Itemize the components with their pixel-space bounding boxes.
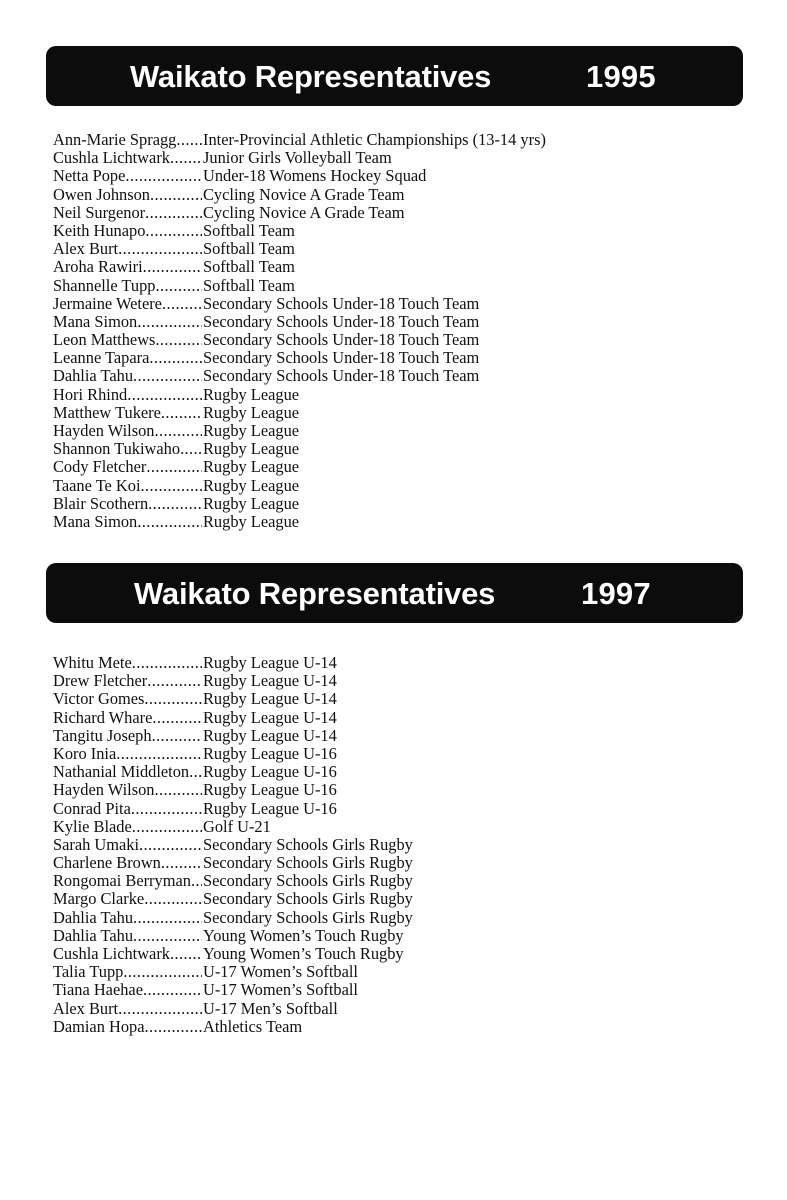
list-item — [53, 295, 753, 313]
representative-name: Shannon Tukiwaho ..... — [53, 440, 202, 458]
team-name: Rugby League — [203, 457, 300, 477]
team-name: Rugby League — [203, 421, 300, 440]
team-name: Rugby League U-14 — [203, 653, 337, 672]
list-item — [53, 963, 753, 981]
team-name: Secondary Schools Under-18 Touch Team — [203, 366, 480, 386]
team-name: Inter-Provincial Athletic Championships (13-14 yrs) — [203, 130, 546, 149]
representative-name: Whitu Mete ..... — [53, 654, 202, 672]
representative-name: Keith Hunapo ..... — [53, 222, 202, 240]
list-item — [53, 927, 753, 945]
representative-name: Matthew Tukere ..... — [53, 404, 202, 422]
team-name: Rugby League U-14 — [203, 689, 337, 709]
team-name: Rugby League U-14 — [203, 671, 337, 691]
list-item — [53, 1000, 753, 1018]
representative-name: Drew Fletcher ..... — [53, 672, 202, 690]
representative-name: Rongomai Berryman ..... — [53, 872, 202, 890]
section-banner-1995 — [46, 46, 743, 106]
representative-name: Dahlia Tahu ..... — [53, 927, 202, 945]
section-year: 1995 — [586, 59, 656, 94]
list-item — [53, 727, 753, 745]
team-name: Softball Team — [203, 257, 295, 277]
representative-name: Leon Matthews ..... — [53, 331, 202, 349]
team-name: Under-18 Womens Hockey Squad — [203, 166, 427, 186]
list-item — [53, 277, 753, 295]
team-name: U-17 Men’s Softball — [203, 998, 338, 1018]
team-name: Secondary Schools Girls Rugby — [203, 853, 413, 873]
representative-name: Cushla Lichtwark ..... — [53, 945, 202, 963]
list-item — [53, 672, 753, 690]
list-item — [53, 404, 753, 422]
list-item — [53, 836, 753, 854]
list-item — [53, 240, 753, 258]
representative-name: Damian Hopa ..... — [53, 1018, 202, 1036]
team-name: Rugby League — [203, 493, 300, 513]
team-name: Softball Team — [203, 275, 295, 295]
list-item — [53, 367, 753, 385]
list-item — [53, 781, 753, 799]
team-name: Young Women’s Touch Rugby — [203, 925, 404, 945]
representative-name: Victor Gomes ..... — [53, 690, 202, 708]
representative-name: Margo Clarke ..... — [53, 890, 202, 908]
representative-name: Mana Simon ..... — [53, 313, 202, 331]
representative-name: Hayden Wilson ..... — [53, 781, 202, 799]
team-name: Cycling Novice A Grade Team — [203, 184, 405, 204]
representative-name: Nathanial Middleton ..... — [53, 763, 202, 781]
list-item — [53, 440, 753, 458]
list-item — [53, 909, 753, 927]
team-name: Secondary Schools Under-18 Touch Team — [203, 348, 480, 368]
representative-name: Owen Johnson ..... — [53, 186, 202, 204]
representative-name: Talia Tupp ..... — [53, 963, 202, 981]
section-banner-1997 — [46, 563, 743, 623]
representative-name: Netta Pope ..... — [53, 167, 202, 185]
team-name: Softball Team — [203, 239, 295, 259]
team-name: Secondary Schools Girls Rugby — [203, 889, 413, 909]
representative-name: Hori Rhind ..... — [53, 386, 202, 404]
team-name: Rugby League — [203, 511, 300, 531]
team-name: Rugby League — [203, 402, 300, 422]
representative-name: Alex Burt ..... — [53, 1000, 202, 1018]
list-item — [53, 745, 753, 763]
list-item — [53, 204, 753, 222]
list-item — [53, 872, 753, 890]
team-name: Secondary Schools Girls Rugby — [203, 834, 413, 854]
representative-name: Dahlia Tahu ..... — [53, 909, 202, 927]
representative-name: Ann-Marie Spragg ..... — [53, 131, 202, 149]
list-item — [53, 890, 753, 908]
representative-name: Richard Whare ..... — [53, 709, 202, 727]
section-title: Waikato Representatives — [130, 59, 492, 94]
representative-name: Cushla Lichtwark ..... — [53, 149, 202, 167]
team-name: Rugby League — [203, 475, 300, 495]
list-item — [53, 495, 753, 513]
representative-name: Taane Te Koi ..... — [53, 477, 202, 495]
list-item — [53, 477, 753, 495]
list-item — [53, 167, 753, 185]
list-item — [53, 458, 753, 476]
section-year: 1997 — [581, 576, 651, 611]
team-name: Athletics Team — [203, 1016, 303, 1036]
team-name: Softball Team — [203, 220, 295, 240]
team-name: Secondary Schools Girls Rugby — [203, 871, 413, 891]
list-item — [53, 149, 753, 167]
representative-name: Alex Burt ..... — [53, 240, 202, 258]
representative-name: Shannelle Tupp ..... — [53, 277, 202, 295]
list-item — [53, 690, 753, 708]
list-item — [53, 422, 753, 440]
representative-name: Sarah Umaki ..... — [53, 836, 202, 854]
representative-name: Koro Inia ..... — [53, 745, 202, 763]
list-item — [53, 258, 753, 276]
section-title: Waikato Representatives — [134, 576, 496, 611]
team-name: U-17 Women’s Softball — [203, 980, 358, 1000]
representative-name: Leanne Tapara ..... — [53, 349, 202, 367]
team-name: Rugby League U-16 — [203, 780, 337, 800]
list-item — [53, 854, 753, 872]
list-item — [53, 981, 753, 999]
team-name: Rugby League U-16 — [203, 798, 337, 818]
list-item — [53, 654, 753, 672]
representative-name: Conrad Pita ..... — [53, 800, 202, 818]
team-name: Secondary Schools Under-18 Touch Team — [203, 293, 480, 313]
team-name: Rugby League U-16 — [203, 743, 337, 763]
list-item — [53, 1018, 753, 1036]
list-item — [53, 513, 753, 531]
representative-name: Tangitu Joseph ..... — [53, 727, 202, 745]
list-item — [53, 131, 753, 149]
team-name: Rugby League — [203, 384, 300, 404]
list-item — [53, 186, 753, 204]
team-name: Secondary Schools Under-18 Touch Team — [203, 330, 480, 350]
representative-name: Blair Scothern ..... — [53, 495, 202, 513]
team-name: Rugby League U-16 — [203, 762, 337, 782]
team-name: Rugby League U-14 — [203, 725, 337, 745]
list-item — [53, 331, 753, 349]
list-item — [53, 349, 753, 367]
list-item — [53, 709, 753, 727]
representative-name: Tiana Haehae ..... — [53, 981, 202, 999]
team-name: U-17 Women’s Softball — [203, 962, 358, 982]
representative-name: Charlene Brown ..... — [53, 854, 202, 872]
team-name: Rugby League U-14 — [203, 707, 337, 727]
list-item — [53, 222, 753, 240]
representative-name: Kylie Blade ..... — [53, 818, 202, 836]
list-item — [53, 945, 753, 963]
representatives-list-1995 — [53, 131, 753, 531]
list-item — [53, 818, 753, 836]
team-name: Golf U-21 — [203, 816, 271, 836]
representative-name: Mana Simon ..... — [53, 513, 202, 531]
list-item — [53, 800, 753, 818]
list-item — [53, 313, 753, 331]
representatives-list-1997 — [53, 654, 753, 1036]
representative-name: Cody Fletcher ..... — [53, 458, 202, 476]
team-name: Secondary Schools Girls Rugby — [203, 907, 413, 927]
representative-name: Aroha Rawiri ..... — [53, 258, 202, 276]
list-item — [53, 386, 753, 404]
list-item — [53, 763, 753, 781]
representative-name: Dahlia Tahu ..... — [53, 367, 202, 385]
team-name: Rugby League — [203, 439, 300, 459]
team-name: Junior Girls Volleyball Team — [203, 148, 392, 168]
representative-name: Hayden Wilson ..... — [53, 422, 202, 440]
team-name: Secondary Schools Under-18 Touch Team — [203, 311, 480, 331]
team-name: Young Women’s Touch Rugby — [203, 944, 404, 963]
representative-name: Neil Surgenor ..... — [53, 204, 202, 222]
team-name: Cycling Novice A Grade Team — [203, 202, 405, 222]
representative-name: Jermaine Wetere ..... — [53, 295, 202, 313]
